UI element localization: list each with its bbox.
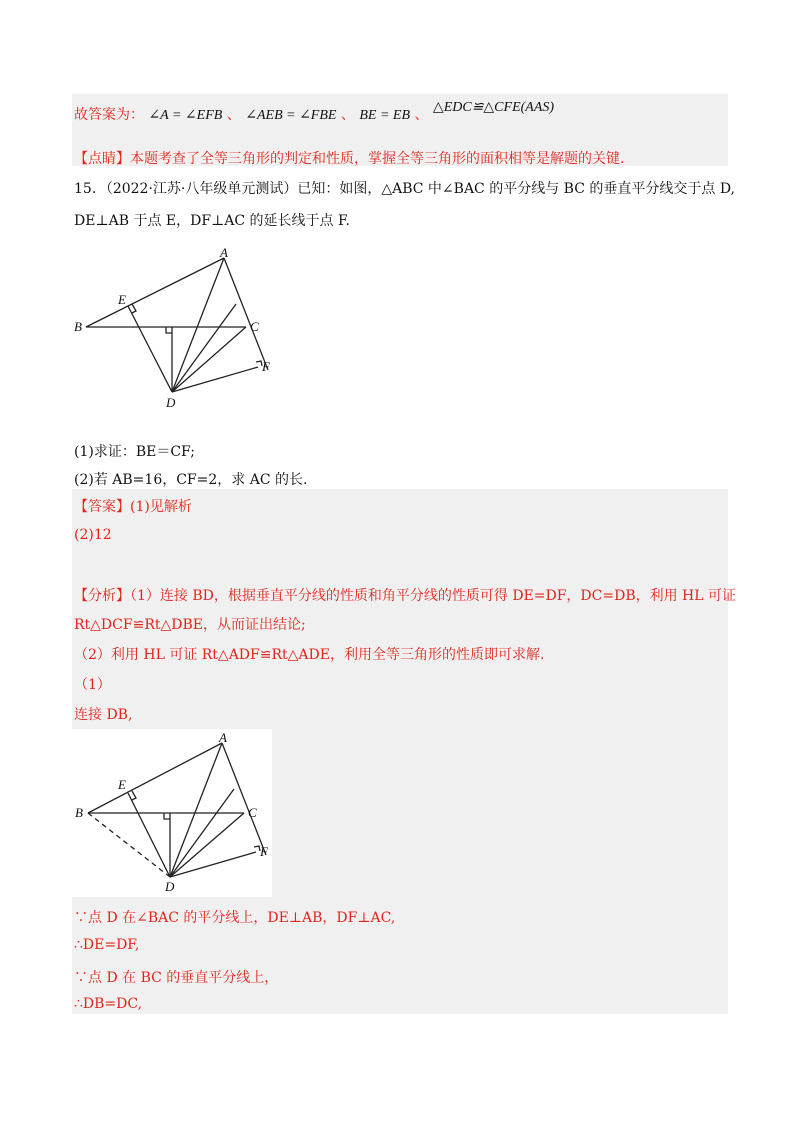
geometry-figure-1 <box>72 244 282 414</box>
segment-ad <box>172 258 224 392</box>
question-1: (1)求证：BE＝CF; <box>74 444 195 460</box>
segment-ad-inner <box>172 304 236 392</box>
segment-ab <box>88 743 222 813</box>
right-angle-e <box>132 304 136 313</box>
label-d: D <box>165 879 175 894</box>
label-a: A <box>220 245 228 260</box>
step-3: ∵点 D 在 BC 的垂直平分线上， <box>74 970 279 986</box>
question-2: (2)若 AB=16，CF=2，求 AC 的长. <box>74 472 308 488</box>
label-d: D <box>166 395 176 410</box>
separator-2: 、 <box>340 107 355 123</box>
answer-line <box>74 100 555 124</box>
separator-1: 、 <box>226 107 241 123</box>
geometry-figure-2 <box>72 729 272 897</box>
step-2: ∴DE=DF, <box>74 937 140 953</box>
segment-ed <box>128 306 172 392</box>
part-1-label: （1） <box>74 677 111 693</box>
comment-line: 【点睛】本题考查了全等三角形的判定和性质，掌握全等三角形的面积相等是解题的关键. <box>74 151 625 167</box>
label-f: F <box>262 359 270 374</box>
connect-db: 连接 DB, <box>74 707 133 723</box>
answer-item-4: △EDC≌△CFE(AAS) <box>432 100 555 115</box>
answer-part-2: (2)12 <box>74 527 112 543</box>
label-f: F <box>260 844 268 859</box>
answer-item-1: ∠A = ∠EFB <box>148 108 223 123</box>
right-angle-mid <box>166 327 172 333</box>
problem-line-2: DE⊥AB 于点 E，DF⊥AC 的延长线于点 F. <box>74 213 350 229</box>
answer-item-2: ∠AEB = ∠FBE <box>245 108 337 123</box>
problem-header: 15．（2022·江苏·八年级单元测试）已知：如图，△ABC 中∠BAC 的平分线与 BC 的垂直平分线交于点 D, <box>74 181 736 197</box>
separator-3: 、 <box>414 107 429 123</box>
label-e: E <box>118 292 126 307</box>
segment-ad-inner <box>170 789 234 877</box>
label-c: C <box>248 805 257 820</box>
segment-cd <box>172 327 246 392</box>
analysis-line-1: 【分析】（1）连接 BD，根据垂直平分线的性质和角平分线的性质可得 DE=DF，DC=DB，利用 HL 可证 <box>74 588 737 604</box>
analysis-line-3: （2）利用 HL 可证 Rt△ADF≌Rt△ADE，利用全等三角形的性质即可求解. <box>74 647 545 663</box>
label-b: B <box>74 319 82 334</box>
segment-fd <box>170 852 256 877</box>
answer-label: 【答案】(1)见解析 <box>74 499 192 515</box>
right-angle-e <box>132 791 136 800</box>
step-1: ∵点 D 在∠BAC 的平分线上，DE⊥AB，DF⊥AC, <box>74 910 396 926</box>
segment-bd-dashed <box>88 813 170 877</box>
segment-af <box>222 743 266 855</box>
segment-af <box>224 258 268 370</box>
label-b: B <box>75 805 83 820</box>
label-a: A <box>219 730 227 745</box>
segment-ab <box>86 258 224 327</box>
step-4: ∴DB=DC, <box>74 996 143 1012</box>
segment-cd <box>170 813 244 877</box>
segment-ad <box>170 743 222 877</box>
answer-item-3: BE = EB <box>359 108 411 123</box>
analysis-line-2: Rt△DCF≌Rt△DBE，从而证出结论; <box>74 617 306 633</box>
segment-ed <box>128 793 170 877</box>
label-e: E <box>118 777 126 792</box>
segment-fd <box>172 367 258 392</box>
right-angle-mid <box>164 813 170 819</box>
answer-prefix: 故答案为： <box>74 107 144 123</box>
label-c: C <box>250 319 259 334</box>
